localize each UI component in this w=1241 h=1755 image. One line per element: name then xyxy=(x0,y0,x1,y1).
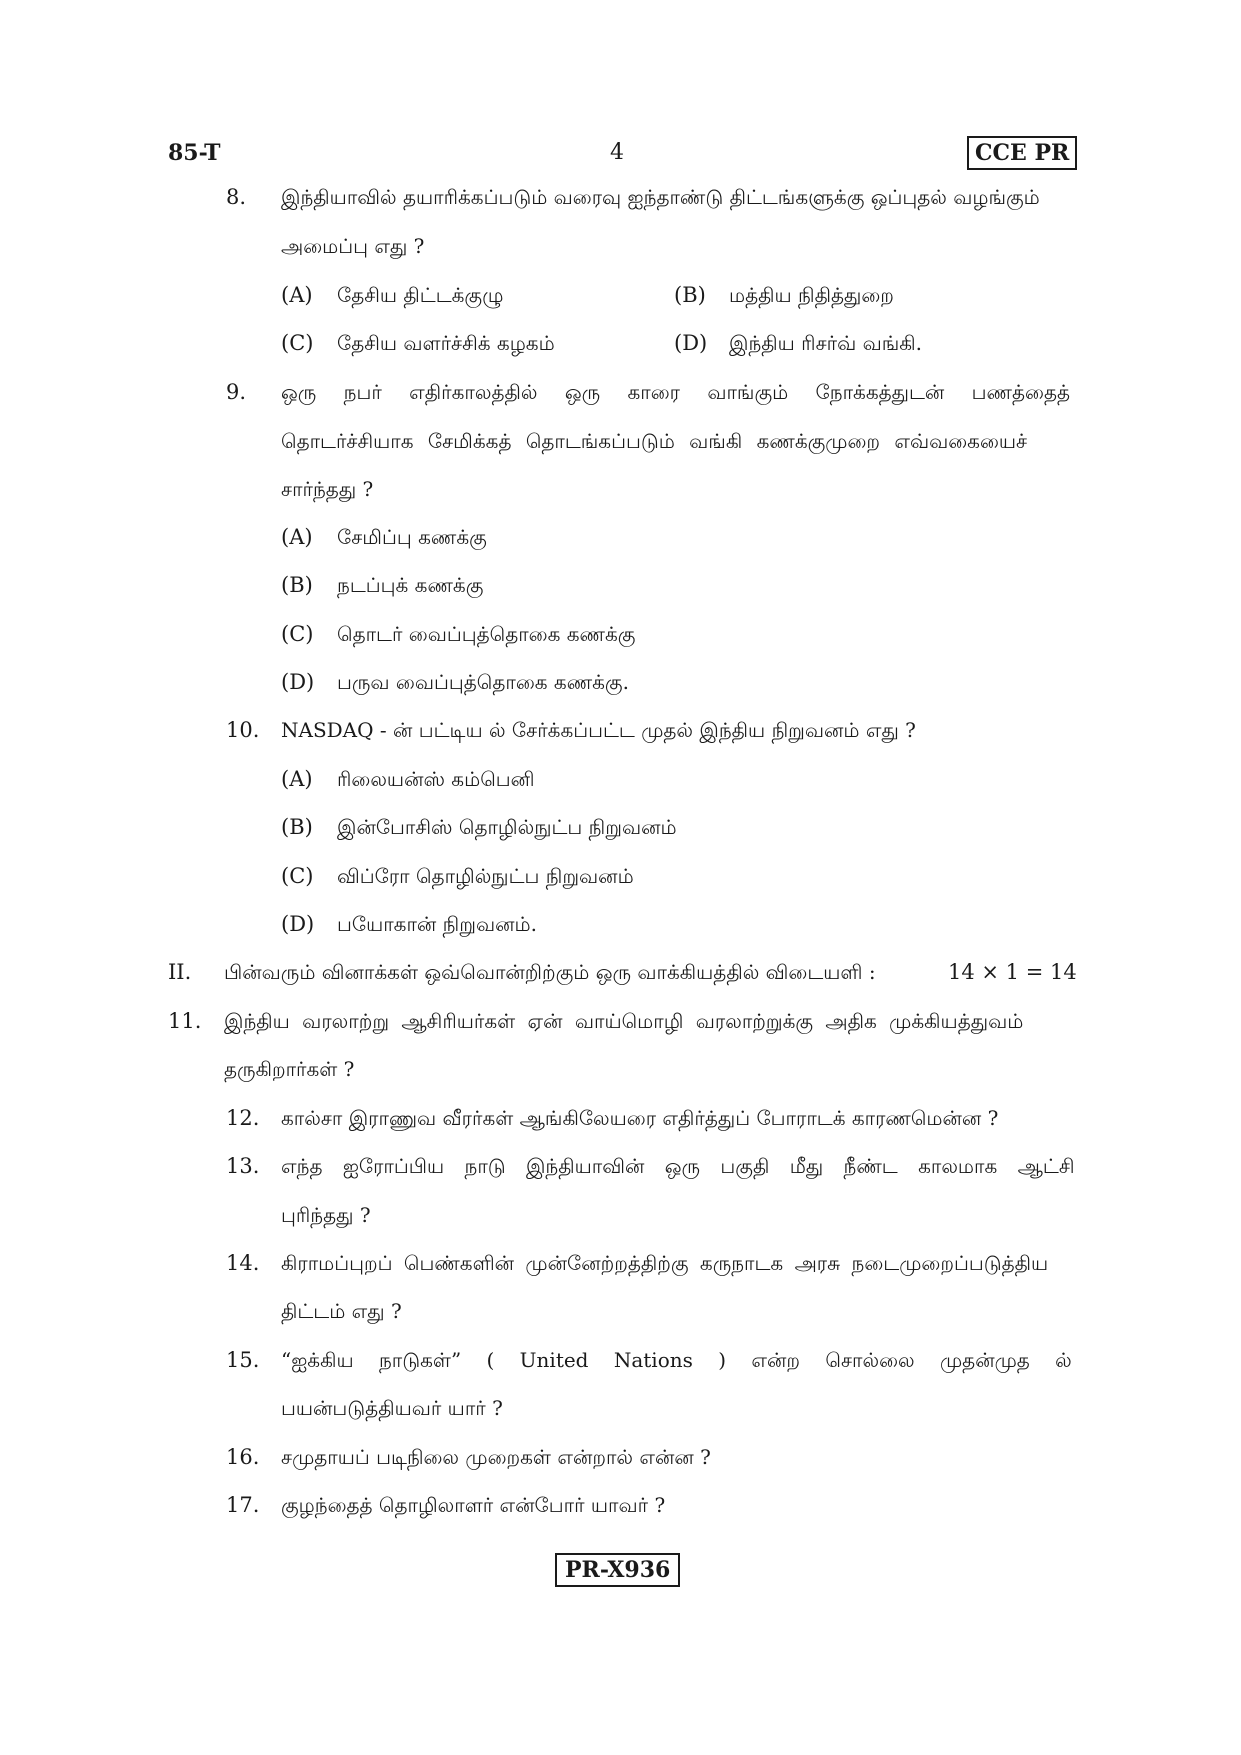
question-text: “ஐக்கிய நாடுகள்” ( United Nations ) என்ற சொல்லை முதன்முத ல் xyxy=(281,1348,1072,1372)
question-text: இந்தியாவில் தயாரிக்கப்படும் வரைவு ஐந்தாண்டு திட்டங்களுக்கு ஒப்புதல் வழங்கும் xyxy=(281,185,1040,209)
question-number: 15. xyxy=(226,1348,260,1372)
question-number: 12. xyxy=(226,1106,260,1130)
option-text: சேமிப்பு கணக்கு xyxy=(337,525,487,549)
option-text: மத்திய நிதித்துறை xyxy=(729,283,894,307)
option-text: பருவ வைப்புத்தொகை கணக்கு. xyxy=(337,670,629,694)
option-text: தொடர் வைப்புத்தொகை கணக்கு xyxy=(337,622,636,646)
option-text: நடப்புக் கணக்கு xyxy=(337,573,484,597)
question-number: 16. xyxy=(226,1445,260,1469)
question-text: எந்த ஐரோப்பிய நாடு இந்தியாவின் ஒரு பகுதி மீது நீண்ட காலமாக ஆட்சி xyxy=(281,1154,1075,1178)
footer-code-box: PR-X936 xyxy=(555,1553,680,1587)
question-number: 17. xyxy=(226,1493,260,1517)
question-text: திட்டம் எது ? xyxy=(281,1299,402,1323)
option-text: ரிலையன்ஸ் கம்பெனி xyxy=(337,767,535,791)
option-text: தேசிய திட்டக்குழு xyxy=(337,283,504,307)
option-letter: (C) xyxy=(281,864,314,888)
question-text: அமைப்பு எது ? xyxy=(281,234,425,258)
option-letter: (C) xyxy=(281,622,314,646)
question-text: கிராமப்புறப் பெண்களின் முன்னேற்றத்திற்கு கருநாடக அரசு நடைமுறைப்படுத்திய xyxy=(281,1251,1049,1275)
question-text: கால்சா இராணுவ வீரர்கள் ஆங்கிலேயரை எதிர்த்துப் போராடக் காரணமென்ன ? xyxy=(281,1106,999,1130)
question-number: 9. xyxy=(226,380,247,404)
question-number: 11. xyxy=(168,1009,202,1033)
question-number: 14. xyxy=(226,1251,260,1275)
question-text: தொடர்ச்சியாக சேமிக்கத் தொடங்கப்படும் வங்கி கணக்குமுறை எவ்வகையைச் xyxy=(281,429,1028,453)
question-text: NASDAQ - ன் பட்டிய ல் சேர்க்கப்பட்ட முதல் இந்திய நிறுவனம் எது ? xyxy=(281,718,916,742)
question-text: சார்ந்தது ? xyxy=(281,477,374,501)
section-instruction: பின்வரும் வினாக்கள் ஒவ்வொன்றிற்கும் ஒரு வாக்கியத்தில் விடையளி : xyxy=(224,960,876,984)
option-letter: (D) xyxy=(281,912,315,936)
question-text: ஒரு நபர் எதிர்காலத்தில் ஒரு காரை வாங்கும் நோக்கத்துடன் பணத்தைத் xyxy=(281,380,1071,404)
page-number: 4 xyxy=(610,140,624,165)
section-roman-numeral: II. xyxy=(168,960,192,984)
section-marks: 14 × 1 = 14 xyxy=(948,960,1077,984)
question-text: சமுதாயப் படிநிலை முறைகள் என்றால் என்ன ? xyxy=(281,1445,711,1469)
option-letter: (C) xyxy=(281,331,314,355)
question-number: 10. xyxy=(226,718,260,742)
question-text: இந்திய வரலாற்று ஆசிரியர்கள் ஏன் வாய்மொழி வரலாற்றுக்கு அதிக முக்கியத்துவம் xyxy=(224,1009,1024,1033)
option-letter: (B) xyxy=(281,573,313,597)
option-text: இன்போசிஸ் தொழில்நுட்ப நிறுவனம் xyxy=(337,815,677,839)
paper-code: 85-T xyxy=(168,140,221,166)
option-letter: (A) xyxy=(281,767,313,791)
option-letter: (B) xyxy=(281,815,313,839)
question-text: பயன்படுத்தியவர் யார் ? xyxy=(281,1396,503,1420)
option-text: விப்ரோ தொழில்நுட்ப நிறுவனம் xyxy=(337,864,634,888)
question-text: குழந்தைத் தொழிலாளர் என்போர் யாவர் ? xyxy=(281,1493,666,1517)
option-text: பயோகான் நிறுவனம். xyxy=(337,912,537,936)
question-text: புரிந்தது ? xyxy=(281,1203,371,1227)
question-number: 8. xyxy=(226,185,247,209)
question-text: தருகிறார்கள் ? xyxy=(224,1057,355,1081)
option-letter: (D) xyxy=(281,670,315,694)
option-text: தேசிய வளர்ச்சிக் கழகம் xyxy=(337,331,555,355)
option-letter: (B) xyxy=(674,283,706,307)
option-text: இந்திய ரிசர்வ் வங்கி. xyxy=(729,331,922,355)
option-letter: (A) xyxy=(281,525,313,549)
option-letter: (A) xyxy=(281,283,313,307)
series-box: CCE PR xyxy=(967,136,1077,170)
question-number: 13. xyxy=(226,1154,260,1178)
option-letter: (D) xyxy=(674,331,708,355)
